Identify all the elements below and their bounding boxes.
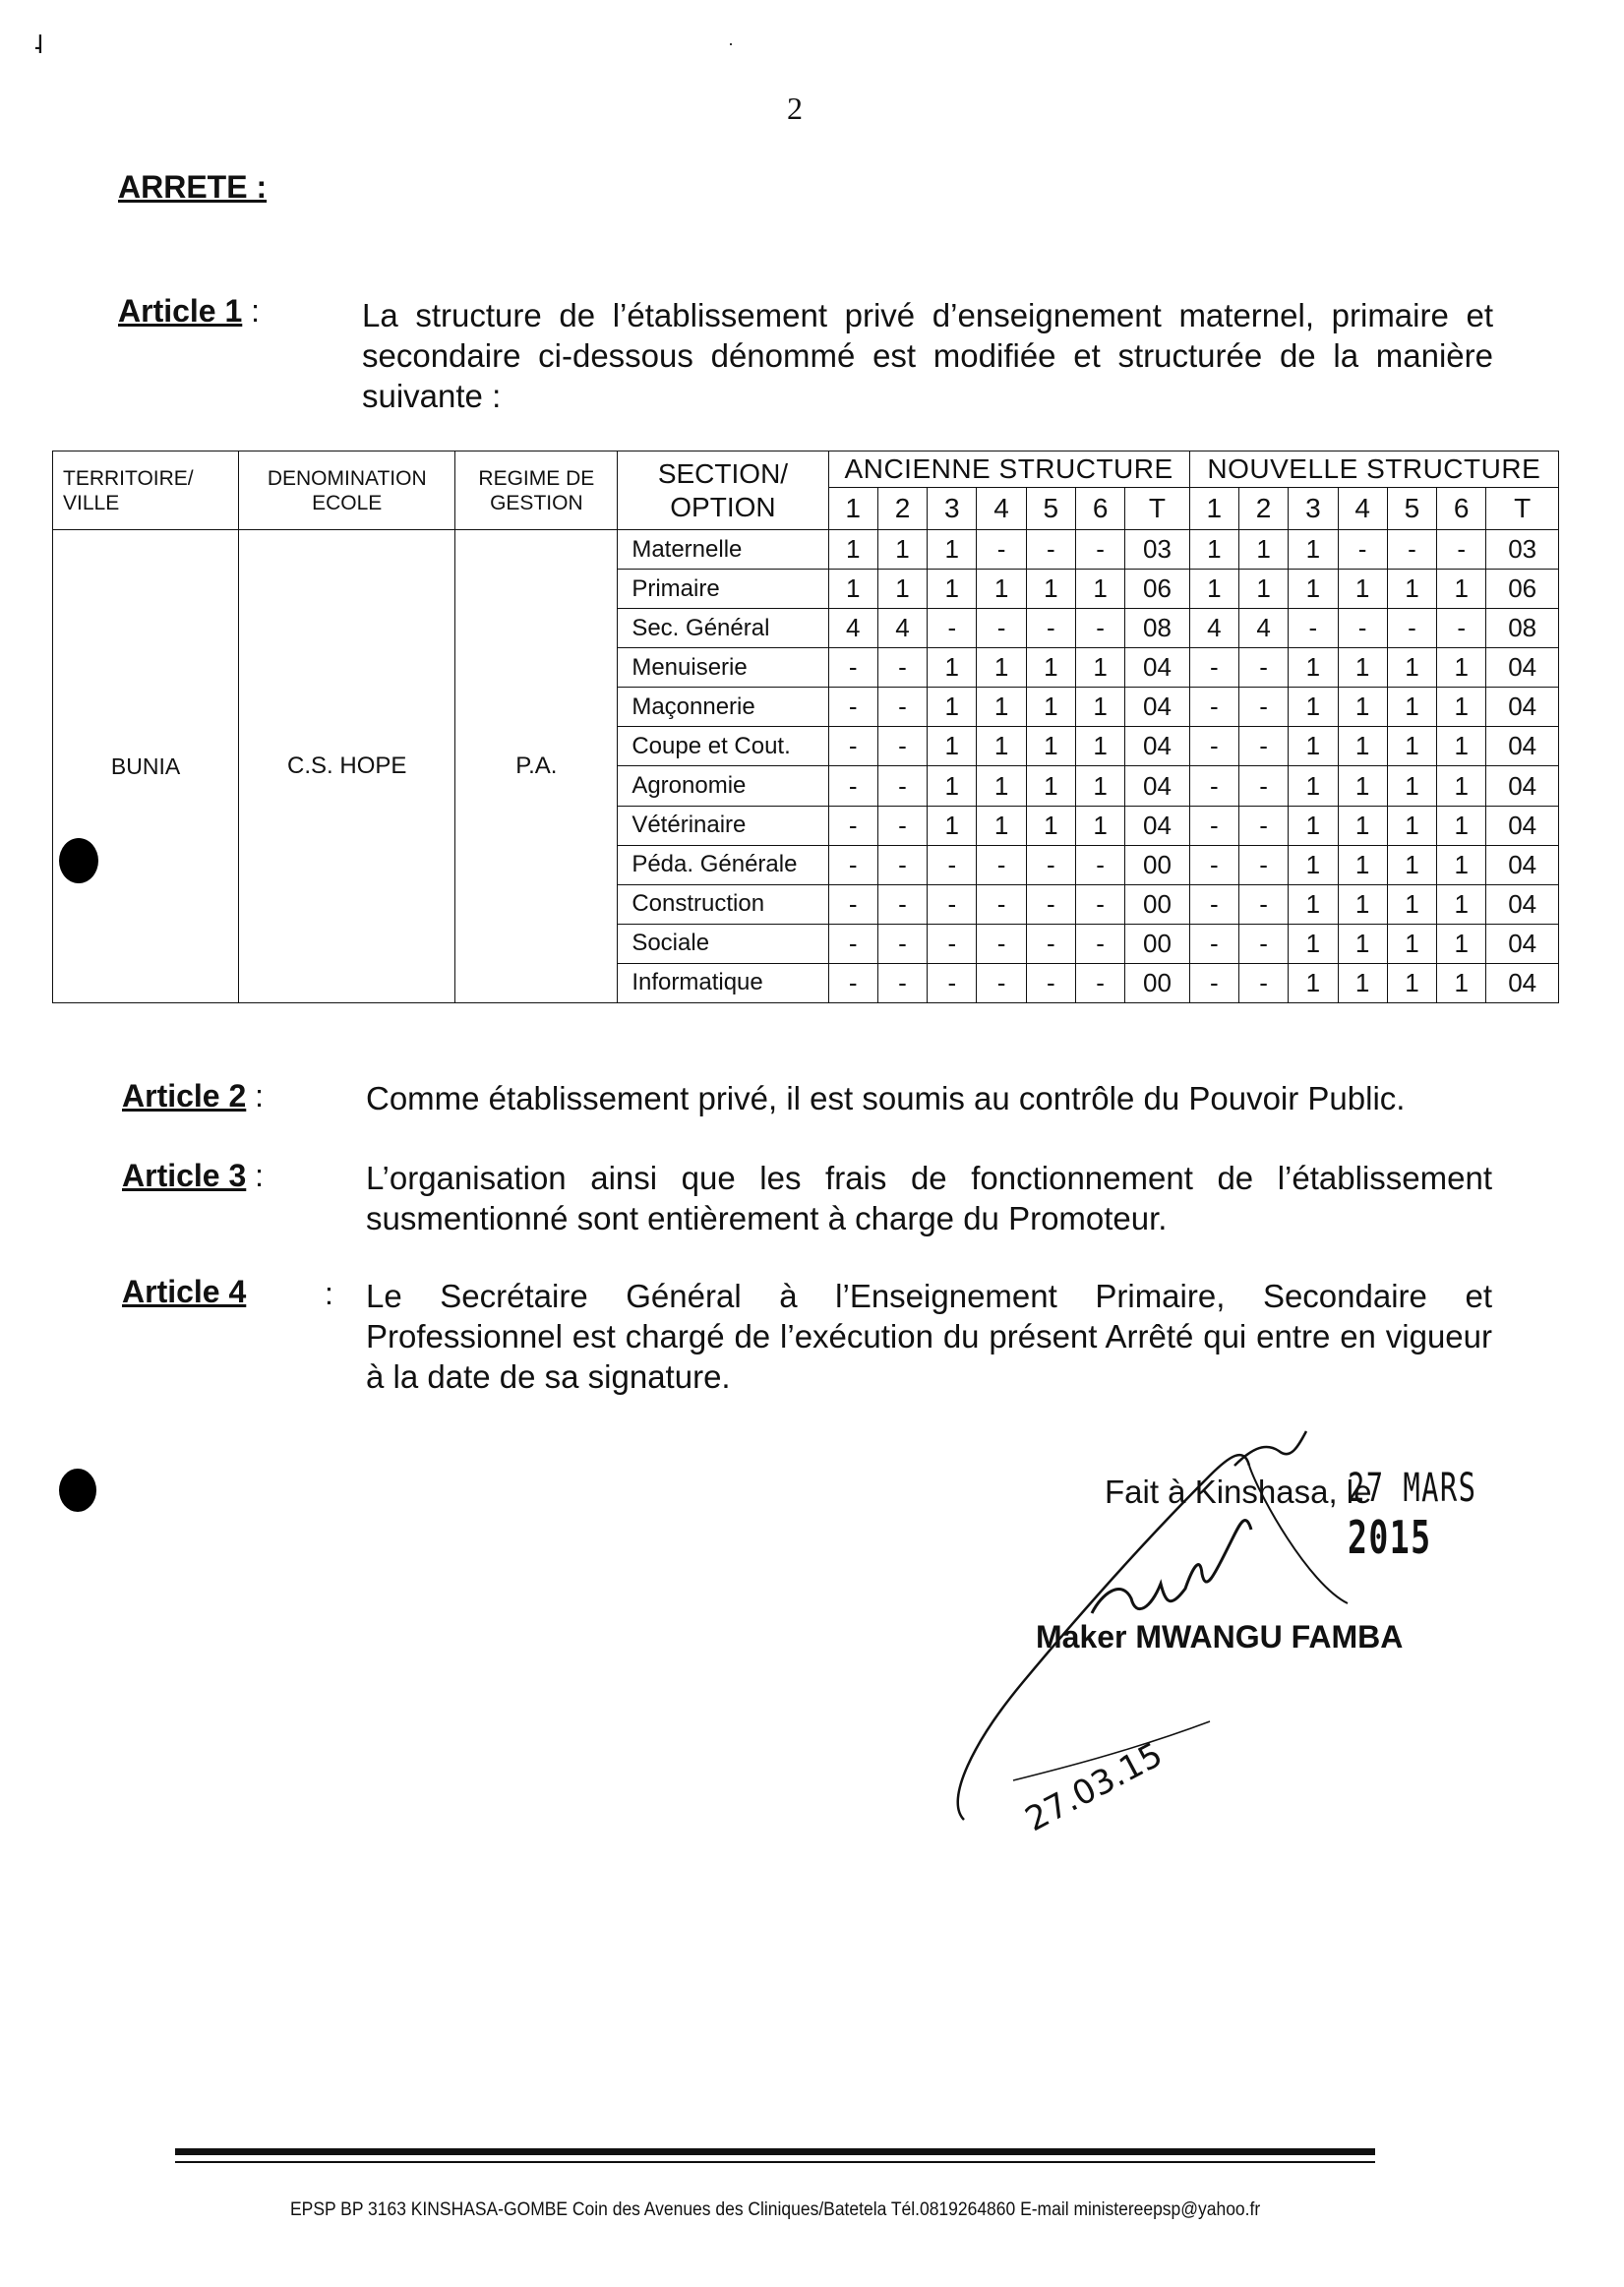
nouvelle-cell: 04 xyxy=(1486,727,1559,766)
nouvelle-cell: 1 xyxy=(1289,963,1338,1002)
ancienne-cell: 1 xyxy=(877,570,927,609)
ancienne-cell: 1 xyxy=(977,570,1026,609)
ancienne-cell: 06 xyxy=(1125,570,1189,609)
ancienne-cell: 1 xyxy=(1075,570,1124,609)
nouvelle-cell: 04 xyxy=(1486,845,1559,884)
ancienne-cell: - xyxy=(877,688,927,727)
ancienne-cell: - xyxy=(877,727,927,766)
ancienne-cell: - xyxy=(928,884,977,924)
ancienne-cell: 1 xyxy=(928,688,977,727)
ancienne-cell: - xyxy=(877,648,927,688)
nouvelle-cell: 1 xyxy=(1437,766,1486,806)
option-cell: Vétérinaire xyxy=(618,806,828,845)
ancienne-cell: - xyxy=(977,609,1026,648)
ancienne-cell: 1 xyxy=(1026,648,1075,688)
territoire-cell: BUNIA xyxy=(53,530,239,1003)
nouvelle-cell: 1 xyxy=(1338,688,1387,727)
header-regime: REGIME DE GESTION xyxy=(455,451,618,530)
nouvelle-cell: 1 xyxy=(1289,648,1338,688)
nouvelle-cell: - xyxy=(1289,609,1338,648)
ancienne-cell: 1 xyxy=(1026,688,1075,727)
nouvelle-cell: - xyxy=(1189,924,1238,963)
nouvelle-cell: 1 xyxy=(1437,570,1486,609)
header-ancienne-structure: ANCIENNE STRUCTURE xyxy=(828,451,1189,488)
nouvelle-cell: 1 xyxy=(1338,924,1387,963)
ancienne-cell: 1 xyxy=(977,806,1026,845)
col-header: 2 xyxy=(1238,488,1288,530)
article-4-separator: : xyxy=(325,1276,333,1311)
nouvelle-cell: 1 xyxy=(1238,530,1288,570)
nouvelle-cell: 4 xyxy=(1238,609,1288,648)
nouvelle-cell: 1 xyxy=(1289,884,1338,924)
ancienne-cell: 1 xyxy=(1075,648,1124,688)
header-denomination: DENOMINATION ECOLE xyxy=(239,451,455,530)
col-header: 6 xyxy=(1437,488,1486,530)
option-cell: Menuiserie xyxy=(618,648,828,688)
nouvelle-cell: - xyxy=(1238,688,1288,727)
nouvelle-cell: 08 xyxy=(1486,609,1559,648)
ancienne-cell: 03 xyxy=(1125,530,1189,570)
nouvelle-cell: 1 xyxy=(1338,648,1387,688)
ancienne-cell: - xyxy=(877,884,927,924)
ancienne-cell: - xyxy=(828,884,877,924)
col-header: T xyxy=(1125,488,1189,530)
nouvelle-cell: 1 xyxy=(1387,806,1436,845)
article-4-text: Le Secrétaire Général à l’Enseignement Primaire, Secondaire et Professionnel est chargé de l’exécution du présent Arrêté qui entre en vigueur à la date de sa signature. xyxy=(366,1278,1492,1395)
ancienne-cell: - xyxy=(1026,963,1075,1002)
article-2-label: Article 2 : xyxy=(122,1078,265,1113)
ancienne-cell: 1 xyxy=(877,530,927,570)
nouvelle-cell: - xyxy=(1189,727,1238,766)
col-header: 6 xyxy=(1075,488,1124,530)
nouvelle-cell: - xyxy=(1189,766,1238,806)
nouvelle-cell: - xyxy=(1189,688,1238,727)
nouvelle-cell: 1 xyxy=(1437,806,1486,845)
header-section-option: SECTION/ OPTION xyxy=(618,451,828,530)
ancienne-cell: - xyxy=(828,806,877,845)
nouvelle-cell: 1 xyxy=(1437,845,1486,884)
nouvelle-cell: 1 xyxy=(1289,845,1338,884)
denomination-cell: C.S. HOPE xyxy=(239,530,455,1003)
article-4-label: Article 4 xyxy=(122,1274,247,1309)
nouvelle-cell: 1 xyxy=(1338,845,1387,884)
ancienne-cell: - xyxy=(977,845,1026,884)
ancienne-cell: - xyxy=(828,924,877,963)
ancienne-cell: 00 xyxy=(1125,924,1189,963)
nouvelle-cell: 1 xyxy=(1387,924,1436,963)
option-cell: Sec. Général xyxy=(618,609,828,648)
signatory-name: Maker MWANGU FAMBA xyxy=(1036,1619,1404,1655)
ancienne-cell: 1 xyxy=(1075,688,1124,727)
ancienne-cell: - xyxy=(828,727,877,766)
col-header: T xyxy=(1486,488,1559,530)
footer-rule xyxy=(175,2148,1375,2155)
nouvelle-cell: 4 xyxy=(1189,609,1238,648)
nouvelle-cell: - xyxy=(1189,963,1238,1002)
ancienne-cell: - xyxy=(1026,884,1075,924)
regime-cell: P.A. xyxy=(455,530,618,1003)
nouvelle-cell: 1 xyxy=(1437,963,1486,1002)
article-1-label: Article 1 : xyxy=(118,293,261,329)
option-cell: Informatique xyxy=(618,963,828,1002)
nouvelle-cell: - xyxy=(1238,963,1288,1002)
ancienne-cell: - xyxy=(828,845,877,884)
ancienne-cell: - xyxy=(977,963,1026,1002)
ancienne-cell: - xyxy=(828,688,877,727)
page-title: ARRETE : xyxy=(118,169,268,205)
ancienne-cell: - xyxy=(1075,609,1124,648)
ancienne-cell: 1 xyxy=(977,727,1026,766)
ancienne-cell: 1 xyxy=(1026,806,1075,845)
ancienne-cell: 04 xyxy=(1125,806,1189,845)
nouvelle-cell: 1 xyxy=(1387,688,1436,727)
ancienne-cell: - xyxy=(1075,963,1124,1002)
ancienne-cell: - xyxy=(928,924,977,963)
col-header: 2 xyxy=(877,488,927,530)
nouvelle-cell: 04 xyxy=(1486,924,1559,963)
ancienne-cell: 00 xyxy=(1125,845,1189,884)
ancienne-cell: - xyxy=(828,963,877,1002)
nouvelle-cell: 1 xyxy=(1289,766,1338,806)
nouvelle-cell: 1 xyxy=(1289,806,1338,845)
nouvelle-cell: 1 xyxy=(1289,530,1338,570)
nouvelle-cell: 1 xyxy=(1189,570,1238,609)
nouvelle-cell: 1 xyxy=(1387,845,1436,884)
option-cell: Péda. Générale xyxy=(618,845,828,884)
nouvelle-cell: 1 xyxy=(1387,570,1436,609)
ancienne-cell: 1 xyxy=(928,727,977,766)
ancienne-cell: - xyxy=(1075,884,1124,924)
ancienne-cell: - xyxy=(828,648,877,688)
ancienne-cell: 1 xyxy=(1026,766,1075,806)
nouvelle-cell: 1 xyxy=(1289,570,1338,609)
nouvelle-cell: - xyxy=(1238,766,1288,806)
option-cell: Construction xyxy=(618,884,828,924)
option-cell: Primaire xyxy=(618,570,828,609)
article-3-label: Article 3 : xyxy=(122,1158,265,1193)
page-number: 2 xyxy=(787,90,803,126)
ancienne-cell: 1 xyxy=(928,806,977,845)
ancienne-cell: 04 xyxy=(1125,766,1189,806)
nouvelle-cell: - xyxy=(1189,884,1238,924)
option-cell: Maternelle xyxy=(618,530,828,570)
ancienne-cell: 1 xyxy=(1075,727,1124,766)
col-header: 5 xyxy=(1026,488,1075,530)
ancienne-cell: - xyxy=(977,924,1026,963)
ancienne-cell: - xyxy=(828,766,877,806)
nouvelle-cell: 04 xyxy=(1486,766,1559,806)
ancienne-cell: - xyxy=(1026,530,1075,570)
nouvelle-cell: 1 xyxy=(1387,884,1436,924)
ancienne-cell: 00 xyxy=(1125,884,1189,924)
ancienne-cell: 04 xyxy=(1125,688,1189,727)
nouvelle-cell: 04 xyxy=(1486,963,1559,1002)
nouvelle-cell: 1 xyxy=(1387,727,1436,766)
nouvelle-cell: - xyxy=(1238,924,1288,963)
footer-rule-thin xyxy=(175,2161,1375,2163)
scan-dot xyxy=(59,1469,96,1512)
scan-mark-top-center: · xyxy=(728,33,734,53)
col-header: 4 xyxy=(977,488,1026,530)
nouvelle-cell: - xyxy=(1189,648,1238,688)
nouvelle-cell: - xyxy=(1387,609,1436,648)
stamp-date: 27 MARS 2015 xyxy=(1348,1466,1477,1564)
nouvelle-cell: - xyxy=(1338,530,1387,570)
option-cell: Maçonnerie xyxy=(618,688,828,727)
nouvelle-cell: 04 xyxy=(1486,884,1559,924)
ancienne-cell: - xyxy=(977,884,1026,924)
nouvelle-cell: - xyxy=(1238,648,1288,688)
ancienne-cell: - xyxy=(1075,924,1124,963)
ancienne-cell: - xyxy=(928,963,977,1002)
ancienne-cell: - xyxy=(877,845,927,884)
nouvelle-cell: 1 xyxy=(1289,727,1338,766)
header-territoire: TERRITOIRE/ VILLE xyxy=(53,451,239,530)
ancienne-cell: 1 xyxy=(828,570,877,609)
ancienne-cell: - xyxy=(877,924,927,963)
nouvelle-cell: 1 xyxy=(1338,963,1387,1002)
ancienne-cell: 1 xyxy=(928,648,977,688)
ancienne-cell: - xyxy=(877,963,927,1002)
ancienne-cell: 04 xyxy=(1125,727,1189,766)
nouvelle-cell: 1 xyxy=(1437,924,1486,963)
nouvelle-cell: 1 xyxy=(1437,727,1486,766)
ancienne-cell: - xyxy=(877,766,927,806)
nouvelle-cell: - xyxy=(1238,727,1288,766)
nouvelle-cell: 1 xyxy=(1437,688,1486,727)
ancienne-cell: - xyxy=(928,609,977,648)
ancienne-cell: - xyxy=(928,845,977,884)
option-cell: Sociale xyxy=(618,924,828,963)
scan-dot xyxy=(59,838,98,883)
option-cell: Agronomie xyxy=(618,766,828,806)
ancienne-cell: 04 xyxy=(1125,648,1189,688)
ancienne-cell: - xyxy=(1026,924,1075,963)
col-header: 4 xyxy=(1338,488,1387,530)
nouvelle-cell: 1 xyxy=(1387,766,1436,806)
ancienne-cell: 1 xyxy=(1026,570,1075,609)
col-header: 1 xyxy=(1189,488,1238,530)
table-row xyxy=(53,530,1559,570)
ancienne-cell: 1 xyxy=(1026,727,1075,766)
article-3-text: L’organisation ainsi que les frais de fonctionnement de l’établissement susmentionné sont entièrement à charge du Promoteur. xyxy=(366,1160,1492,1236)
place-line: Fait à Kinshasa, le xyxy=(1105,1474,1372,1510)
col-header: 5 xyxy=(1387,488,1436,530)
ancienne-cell: - xyxy=(1026,609,1075,648)
option-cell: Coupe et Cout. xyxy=(618,727,828,766)
ancienne-cell: 1 xyxy=(977,648,1026,688)
nouvelle-cell: 1 xyxy=(1437,884,1486,924)
ancienne-cell: - xyxy=(1075,845,1124,884)
ancienne-cell: - xyxy=(877,806,927,845)
nouvelle-cell: 1 xyxy=(1338,766,1387,806)
ancienne-cell: 1 xyxy=(977,688,1026,727)
col-header: 1 xyxy=(828,488,877,530)
structure-table xyxy=(52,451,1559,1003)
ancienne-cell: 4 xyxy=(877,609,927,648)
ancienne-cell: - xyxy=(1075,530,1124,570)
scan-mark-top-left: ˨ xyxy=(33,30,43,59)
nouvelle-cell: 1 xyxy=(1338,806,1387,845)
nouvelle-cell: 1 xyxy=(1238,570,1288,609)
header-nouvelle-structure: NOUVELLE STRUCTURE xyxy=(1189,451,1558,488)
nouvelle-cell: 1 xyxy=(1387,648,1436,688)
ancienne-cell: 1 xyxy=(828,530,877,570)
nouvelle-cell: 03 xyxy=(1486,530,1559,570)
ancienne-cell: - xyxy=(1026,845,1075,884)
nouvelle-cell: - xyxy=(1437,530,1486,570)
nouvelle-cell: 04 xyxy=(1486,806,1559,845)
nouvelle-cell: 1 xyxy=(1338,727,1387,766)
nouvelle-cell: - xyxy=(1189,806,1238,845)
footer-address: EPSP BP 3163 KINSHASA-GOMBE Coin des Avenues des Cliniques/Batetela Tél.0819264860 E-mail ministereepsp@yahoo.fr xyxy=(290,2199,1261,2220)
nouvelle-cell: - xyxy=(1238,884,1288,924)
ancienne-cell: 1 xyxy=(928,766,977,806)
nouvelle-cell: - xyxy=(1238,806,1288,845)
col-header: 3 xyxy=(928,488,977,530)
article-2-text: Comme établissement privé, il est soumis au contrôle du Pouvoir Public. xyxy=(366,1080,1406,1116)
nouvelle-cell: - xyxy=(1338,609,1387,648)
ancienne-cell: 1 xyxy=(1075,766,1124,806)
col-header: 3 xyxy=(1289,488,1338,530)
nouvelle-cell: 06 xyxy=(1486,570,1559,609)
ancienne-cell: 1 xyxy=(1075,806,1124,845)
ancienne-cell: 1 xyxy=(928,570,977,609)
nouvelle-cell: - xyxy=(1387,530,1436,570)
nouvelle-cell: 1 xyxy=(1189,530,1238,570)
nouvelle-cell: - xyxy=(1189,845,1238,884)
ancienne-cell: 1 xyxy=(977,766,1026,806)
ancienne-cell: 4 xyxy=(828,609,877,648)
ancienne-cell: - xyxy=(977,530,1026,570)
nouvelle-cell: - xyxy=(1238,845,1288,884)
article-1-text: La structure de l’établissement privé d’enseignement maternel, primaire et secondaire ci-dessous dénommé est modifiée et structurée de la manière suivante : xyxy=(362,297,1493,414)
handwritten-date: 27.03.15 xyxy=(1018,1734,1170,1840)
ancienne-cell: 00 xyxy=(1125,963,1189,1002)
nouvelle-cell: 1 xyxy=(1387,963,1436,1002)
nouvelle-cell: 1 xyxy=(1289,924,1338,963)
nouvelle-cell: 1 xyxy=(1338,570,1387,609)
nouvelle-cell: 1 xyxy=(1437,648,1486,688)
ancienne-cell: 08 xyxy=(1125,609,1189,648)
nouvelle-cell: 04 xyxy=(1486,688,1559,727)
nouvelle-cell: 1 xyxy=(1338,884,1387,924)
nouvelle-cell: - xyxy=(1437,609,1486,648)
ancienne-cell: 1 xyxy=(928,530,977,570)
nouvelle-cell: 1 xyxy=(1289,688,1338,727)
nouvelle-cell: 04 xyxy=(1486,648,1559,688)
